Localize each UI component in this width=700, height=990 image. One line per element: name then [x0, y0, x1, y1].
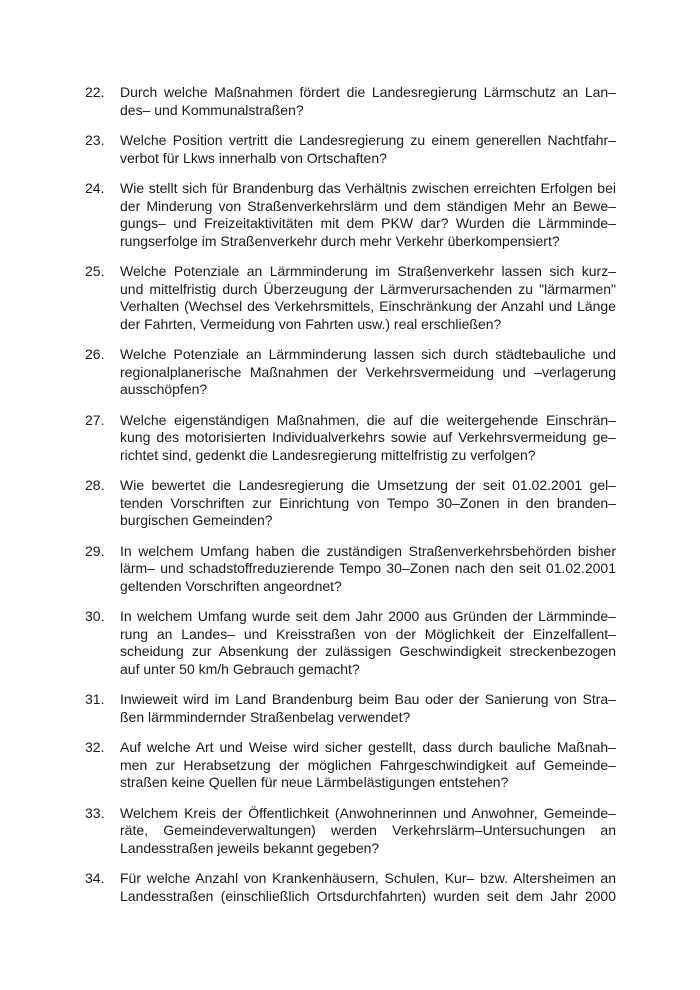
question-number: 26. — [85, 346, 105, 362]
question-text — [120, 412, 616, 465]
question-line: der Fahrten, Vermeidung von Fahrten usw.) real erschließen? — [120, 315, 502, 332]
question-line: Auf welche Art und Weise wird sicher gestellt, dass durch bauliche Maßnah– — [120, 739, 616, 755]
question-number: 28. — [85, 477, 105, 493]
question-item — [85, 346, 616, 399]
question-line: Welche Position vertritt die Landesregierung zu einem generellen Nachtfahr– — [120, 132, 616, 148]
question-item — [85, 805, 616, 858]
question-line: der Minderung von Straßenverkehrslärm und dem ständigen Mehr an Bewe– — [120, 197, 616, 214]
question-text — [120, 346, 616, 399]
question-list — [85, 84, 616, 905]
question-line: lärm– und schadstoffreduzierende Tempo 30–Zonen nach den seit 01.02.2001 — [120, 560, 616, 576]
question-text — [120, 84, 616, 119]
question-item — [85, 84, 616, 119]
question-text — [120, 263, 616, 333]
question-number: 23. — [85, 132, 105, 148]
question-text — [120, 180, 616, 250]
question-text — [120, 608, 616, 678]
question-line: ausschöpfen? — [120, 381, 208, 397]
question-number: 33. — [85, 804, 105, 821]
question-line: tenden Vorschriften zur Einrichtung von Tempo 30–Zonen in den branden– — [120, 494, 616, 511]
question-item — [85, 263, 616, 333]
question-item — [85, 691, 616, 726]
question-item — [85, 180, 616, 250]
question-line: In welchem Umfang haben die zuständigen Straßenverkehrsbehörden bisher — [120, 542, 616, 559]
question-line: Welche Potenziale an Lärmminderung lassen sich durch städtebauliche und — [120, 346, 616, 362]
question-number: 34. — [85, 870, 105, 886]
question-line: Verhalten (Wechsel des Verkehrsmittels, Einschränkung der Anzahl und Länge — [120, 298, 616, 314]
question-text — [120, 739, 616, 792]
question-line: men zur Herabsetzung der möglichen Fahrgeschwindigkeit auf Gemeinde– — [120, 756, 616, 773]
question-line: regionalplanerische Maßnahmen der Verkehrsvermeidung und –verlagerung — [120, 363, 616, 380]
question-line: scheidung zur Absenkung der zulässigen Geschwindigkeit streckenbezogen — [120, 643, 616, 659]
question-line: Wie stellt sich für Brandenburg das Verhältnis zwischen erreichten Erfolgen bei — [120, 180, 616, 196]
question-number: 32. — [85, 739, 105, 755]
question-number: 30. — [85, 608, 105, 624]
question-line: richtet sind, gedenkt die Landesregierung mittelfristig zu verfolgen? — [120, 446, 536, 463]
question-item — [85, 608, 616, 678]
question-number: 25. — [85, 263, 105, 279]
question-line: auf unter 50 km/h Gebrauch gemacht? — [120, 660, 360, 677]
question-item — [85, 477, 616, 530]
question-line: rungserfolge im Straßenverkehr durch mehr Verkehr überkompensiert? — [120, 232, 560, 249]
question-line: Für welche Anzahl von Krankenhäusern, Schulen, Kur– bzw. Altersheimen an — [120, 870, 616, 886]
question-line: Welche Potenziale an Lärmminderung im Straßenverkehr lassen sich kurz– — [120, 263, 616, 279]
question-line: Welche eigenständigen Maßnahmen, die auf die weitergehende Einschrän– — [120, 411, 616, 428]
question-item — [85, 132, 616, 167]
question-line: des– und Kommunalstraßen? — [120, 101, 304, 118]
question-number: 27. — [85, 411, 105, 428]
question-line: Durch welche Maßnahmen fördert die Landesregierung Lärmschutz an Lan– — [120, 84, 616, 100]
question-text — [120, 132, 616, 167]
question-text — [120, 543, 616, 596]
question-number: 24. — [85, 180, 105, 196]
question-line: rung an Landes– und Kreisstraßen von der Möglichkeit der Einzelfallent– — [120, 625, 616, 642]
question-text — [120, 477, 616, 530]
question-text — [120, 691, 616, 726]
question-text — [120, 805, 616, 858]
question-line: ßen lärmmindernder Straßenbelag verwendet? — [120, 708, 411, 725]
question-line: straßen keine Quellen für neue Lärmbelästigungen entstehen? — [120, 774, 509, 790]
question-line: räte, Gemeindeverwaltungen) werden Verkehrslärm–Untersuchungen an — [120, 822, 616, 838]
question-line: gungs– und Freizeitaktivitäten mit dem PKW dar? Wurden die Lärmminde– — [120, 215, 616, 231]
question-text — [120, 870, 616, 905]
question-line: kung des motorisierten Individualverkehrs sowie auf Verkehrsvermeidung ge– — [120, 429, 616, 445]
question-item — [85, 739, 616, 792]
question-line: Inwieweit wird im Land Brandenburg beim Bau oder der Sanierung von Stra– — [120, 691, 616, 707]
question-number: 29. — [85, 542, 105, 559]
question-line: Wie bewertet die Landesregierung die Umsetzung der seit 01.02.2001 gel– — [120, 477, 616, 493]
question-line: verbot für Lkws innerhalb von Ortschaften? — [120, 149, 387, 166]
question-item — [85, 870, 616, 905]
question-item — [85, 412, 616, 465]
question-line: Landesstraßen jeweils bekannt gegeben? — [120, 839, 380, 856]
question-line: Landesstraßen (einschließlich Ortsdurchfahrten) wurden seit dem Jahr 2000 — [120, 887, 616, 904]
question-line: und mittelfristig durch Überzeugung der Lärmverursachenden zu "lärmarmen" — [120, 280, 616, 297]
question-number: 22. — [85, 84, 105, 100]
question-line: In welchem Umfang wurde seit dem Jahr 2000 aus Gründen der Lärmminde– — [120, 608, 616, 624]
question-line: Welchem Kreis der Öffentlichkeit (Anwohnerinnen und Anwohner, Gemeinde– — [120, 804, 616, 821]
question-item — [85, 543, 616, 596]
question-number: 31. — [85, 691, 105, 707]
question-line: burgischen Gemeinden? — [120, 512, 273, 528]
question-line: geltenden Vorschriften angeordnet? — [120, 577, 342, 594]
